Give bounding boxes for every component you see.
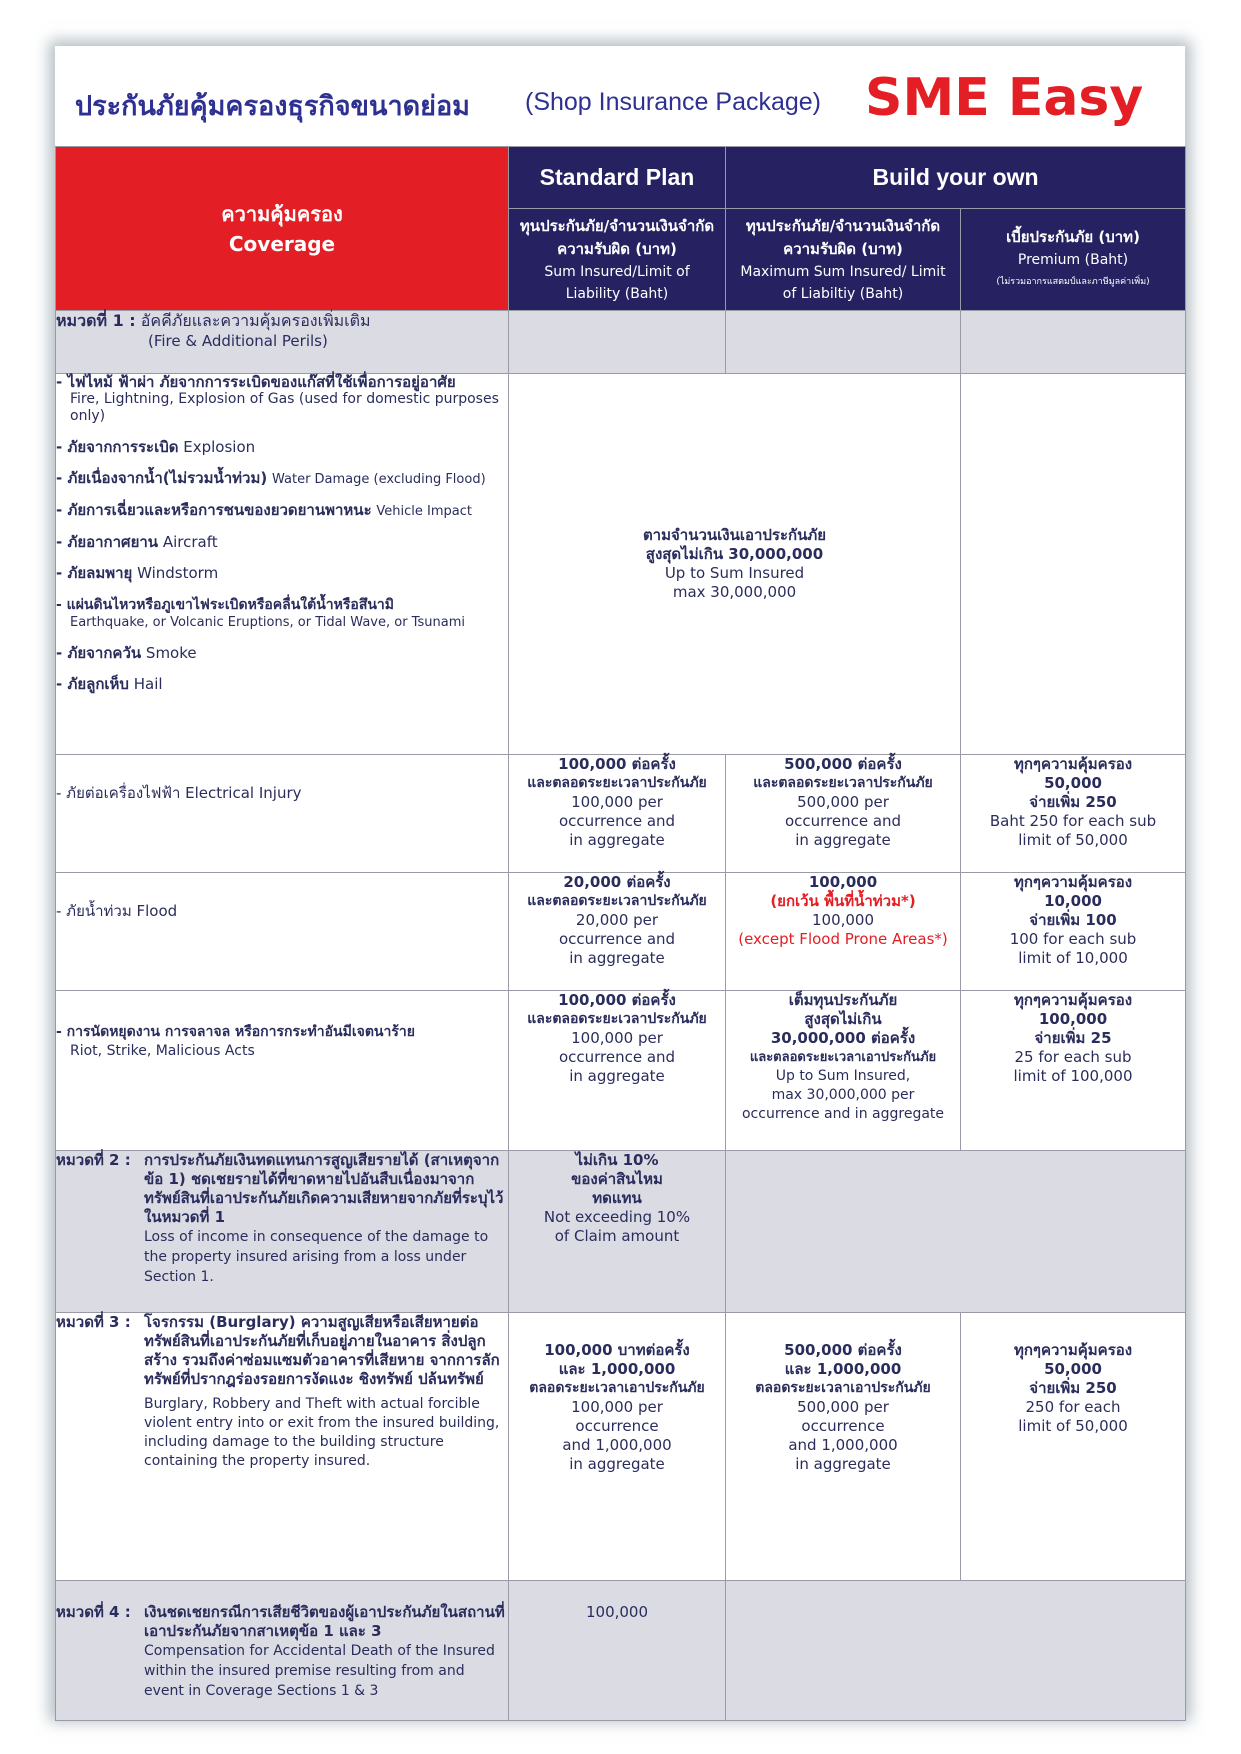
section-3-byo-3: ตลอดระยะเวลาเอาประกันภัย <box>755 1380 931 1396</box>
riot-byo-4: และตลอดระยะเวลาเอาประกันภัย <box>749 1050 937 1065</box>
section-2-std-4: Not exceeding 10% <box>543 1208 691 1226</box>
peril-explosion <box>56 439 508 456</box>
flood-prem-4: 100 for each sub <box>1009 930 1137 948</box>
section-3-std-4: 100,000 per <box>571 1398 663 1416</box>
section-1-title-th: อัคคีภัยและความคุ้มครองเพิ่มเติม <box>140 311 371 330</box>
flood-label: - ภัยน้ำท่วม Flood <box>56 902 178 920</box>
riot-byo-5: Up to Sum Insured, <box>775 1068 911 1084</box>
electrical-prem-5: limit of 50,000 <box>1018 831 1128 849</box>
section-2-empty <box>726 1151 1186 1313</box>
peril-fire <box>56 374 508 425</box>
riot-byo-2: สูงสุดไม่เกิน <box>804 1010 882 1028</box>
col3-th: เบี้ยประกันภัย (บาท) <box>1006 228 1140 246</box>
riot-label-th: - การนัดหยุดงาน การจลาจล หรือการกระทำอันมีเจตนาร้าย <box>56 1024 415 1040</box>
peril-water-th: - ภัยเนื่องจากน้ำ(ไม่รวมน้ำท่วม) <box>56 469 268 487</box>
flood-byo-1: 100,000 <box>808 873 878 891</box>
section-3-title-en: Burglary, Robbery and Theft with actual forcible violent entry into or exit from the insured building, including damage to the building structure containing the property insured. <box>144 1396 500 1469</box>
riot-byo-7: occurrence and in aggregate <box>741 1106 945 1122</box>
peril-earthquake-en: Earthquake, or Volcanic Eruptions, or Tidal Wave, or Tsunami <box>70 615 465 630</box>
electrical-std-2: และตลอดระยะเวลาประกันภัย <box>527 775 707 791</box>
section-1-empty-2 <box>726 311 961 374</box>
electrical-byo-3: 500,000 per <box>797 793 889 811</box>
riot-std-5: in aggregate <box>569 1067 665 1085</box>
coverage-header-cell <box>56 147 509 311</box>
section-4-title-en: Compensation for Accidental Death of the Insured within the insured premise resulting from and event in Coverage Sections 1 & 3 <box>144 1643 495 1699</box>
col3-note: (ไม่รวมอากรแสตมป์และภาษีมูลค่าเพิ่ม) <box>996 277 1150 287</box>
section-2-title-en: Loss of income in consequence of the damage to the property insured arising from a loss under Section 1. <box>144 1229 489 1285</box>
riot-std-4: occurrence and <box>558 1048 676 1066</box>
section-4-std-value: 100,000 <box>585 1603 649 1621</box>
perils-sum-th2: สูงสุดไม่เกิน 30,000,000 <box>645 545 824 563</box>
section-3-std-6: and 1,000,000 <box>562 1436 672 1454</box>
section-1-empty-3 <box>961 311 1186 374</box>
riot-build-own <box>726 991 961 1151</box>
riot-label-en: Riot, Strike, Malicious Acts <box>70 1043 255 1059</box>
section-3-body <box>144 1313 508 1471</box>
section-1-label: หมวดที่ 1 : <box>56 311 136 330</box>
riot-label-cell <box>56 991 509 1151</box>
riot-standard <box>509 991 726 1151</box>
section-1-title <box>56 311 509 374</box>
section-3-title-th: โจรกรรม (Burglary) ความสูญเสียหรือเสียหายต่อทรัพย์สินที่เอาประกันภัยที่เก็บอยู่ภายในอาคาร สิ่งปลูกสร้าง รวมถึงค่าซ่อมแซมตัวอาคารที่เสียหาย จากการลักทรัพย์ที่ปรากฎร่องรอยการงัดแงะ ชิงทรัพย์ ปล้นทรัพย์ <box>144 1313 500 1388</box>
electrical-std-1: 100,000 ต่อครั้ง <box>558 755 676 773</box>
section-1-title-en: (Fire & Additional Perils) <box>148 332 328 350</box>
flood-byo-2: (ยกเว้น พื้นที่น้ำท่วม*) <box>770 892 916 910</box>
section-2-label: หมวดที่ 2 : <box>56 1151 131 1169</box>
riot-std-2: และตลอดระยะเวลาประกันภัย <box>527 1011 707 1027</box>
section-3-prem-4: 250 for each <box>1025 1398 1121 1416</box>
flood-byo-4: (except Flood Prone Areas*) <box>738 930 948 948</box>
section-3-byo-7: in aggregate <box>795 1455 891 1473</box>
section-3-byo-2: และ 1,000,000 <box>784 1360 902 1378</box>
section-2-title <box>56 1151 509 1313</box>
title-thai: ประกันภัยคุ้มครองธุรกิจขนาดย่อม <box>75 91 470 122</box>
electrical-prem-1: ทุกๆความคุ้มครอง <box>1013 755 1133 773</box>
electrical-std-3: 100,000 per <box>571 793 663 811</box>
section-3-std-2: และ 1,000,000 <box>558 1360 676 1378</box>
section-3-byo-5: occurrence <box>801 1417 885 1435</box>
perils-list <box>56 374 509 755</box>
page-header <box>55 46 1185 146</box>
section-3-prem-3: จ่ายเพิ่ม 250 <box>1029 1379 1117 1397</box>
electrical-prem-3: จ่ายเพิ่ม 250 <box>1029 793 1117 811</box>
perils-sum-insured <box>509 374 961 755</box>
section-4-label: หมวดที่ 4 : <box>56 1603 131 1621</box>
page-frame <box>55 46 1185 1716</box>
section-2-standard <box>509 1151 726 1313</box>
section-3-std-7: in aggregate <box>569 1455 665 1473</box>
electrical-prem-2: 50,000 <box>1044 774 1102 792</box>
peril-windstorm-en: Windstorm <box>137 564 219 582</box>
peril-vehicle-th: - ภัยการเฉี่ยวและหรือการชนของยวดยานพาหนะ <box>56 501 372 519</box>
perils-sum-en2: max 30,000,000 <box>672 583 797 601</box>
section-2-std-3: ทดแทน <box>592 1189 642 1207</box>
standard-plan-header: Standard Plan <box>509 147 726 209</box>
riot-prem-4: 25 for each sub <box>1014 1048 1132 1066</box>
peril-aircraft-en: Aircraft <box>162 533 218 551</box>
col-premium-header <box>961 209 1186 311</box>
section-2-wrap <box>56 1151 508 1287</box>
flood-prem-5: limit of 10,000 <box>1018 949 1128 967</box>
riot-prem-3: จ่ายเพิ่ม 25 <box>1034 1029 1112 1047</box>
flood-premium <box>961 873 1186 991</box>
flood-std-2: และตลอดระยะเวลาประกันภัย <box>527 893 707 909</box>
section-4-empty <box>726 1581 1186 1721</box>
peril-earthquake <box>56 596 508 631</box>
section-4-standard <box>509 1581 726 1721</box>
flood-prem-2: 10,000 <box>1044 892 1102 910</box>
riot-premium <box>961 991 1186 1151</box>
section-4-body <box>144 1603 508 1701</box>
peril-earthquake-th: - แผ่นดินไหวหรือภูเขาไฟระเบิดหรือคลื่นใต้น้ำหรือสึนามิ <box>56 597 395 613</box>
riot-prem-2: 100,000 <box>1038 1010 1108 1028</box>
perils-premium-empty <box>961 374 1186 755</box>
peril-aircraft-th: - ภัยอากาศยาน <box>56 533 159 551</box>
peril-hail <box>56 676 508 693</box>
peril-fire-en: Fire, Lightning, Explosion of Gas (used for domestic purposes only) <box>70 391 499 424</box>
section-3-prem-2: 50,000 <box>1044 1360 1102 1378</box>
col1-en: Sum Insured/Limit of Liability (Baht) <box>544 263 690 302</box>
electrical-premium <box>961 755 1186 873</box>
brand-logo-text: SME Easy <box>865 68 1144 128</box>
peril-smoke <box>56 645 508 662</box>
section-4-wrap <box>56 1603 508 1701</box>
riot-byo-1: เต็มทุนประกันภัย <box>788 991 898 1009</box>
flood-std-1: 20,000 ต่อครั้ง <box>563 873 671 891</box>
section-2-std-5: of Claim amount <box>554 1227 680 1245</box>
peril-smoke-en: Smoke <box>145 644 197 662</box>
electrical-std-5: in aggregate <box>569 831 665 849</box>
section-3-label: หมวดที่ 3 : <box>56 1313 131 1331</box>
electrical-standard <box>509 755 726 873</box>
electrical-prem-4: Baht 250 for each sub <box>989 812 1157 830</box>
peril-water-en: Water Damage (excluding Flood) <box>271 472 486 487</box>
section-2-std-2: ของค่าสินไหม <box>571 1170 663 1188</box>
section-3-byo-6: and 1,000,000 <box>788 1436 898 1454</box>
peril-hail-th: - ภัยลูกเห็บ <box>56 675 129 693</box>
section-4-title-th: เงินชดเชยกรณีการเสียชีวิตของผู้เอาประกันภัยในสถานที่เอาประกันภัยจากสาเหตุข้อ 1 และ 3 <box>144 1603 505 1640</box>
perils-sum-th1: ตามจำนวนเงินเอาประกันภัย <box>642 526 827 544</box>
section-3-byo-1: 500,000 ต่อครั้ง <box>784 1341 902 1359</box>
riot-prem-5: limit of 100,000 <box>1013 1067 1133 1085</box>
electrical-byo-1: 500,000 ต่อครั้ง <box>784 755 902 773</box>
col-max-sum-header <box>726 209 961 311</box>
peril-fire-th: - ไฟไหม้ ฟ้าผ่า ภัยจากการระเบิดของแก๊สที่ใช้เพื่อการอยู่อาศัย <box>56 373 456 391</box>
peril-vehicle <box>56 502 508 520</box>
peril-vehicle-en: Vehicle Impact <box>376 504 472 519</box>
section-3-prem-5: limit of 50,000 <box>1018 1417 1128 1435</box>
col2-th: ทุนประกันภัย/จำนวนเงินจำกัดความรับผิด (บาท) <box>745 216 941 258</box>
flood-prem-1: ทุกๆความคุ้มครอง <box>1013 873 1133 891</box>
flood-byo-3: 100,000 <box>811 911 875 929</box>
section-2-title-th: การประกันภัยเงินทดแทนการสูญเสียรายได้ (สาเหตุจากข้อ 1) ชดเชยรายได้ที่ขาดหายไปอันสืบเนื่องมาจากทรัพย์สินที่เอาประกันภัยเกิดความเสียหายจากภัยที่ระบุไว้ในหมวดที่ 1 <box>144 1151 504 1226</box>
peril-aircraft <box>56 534 508 551</box>
section-4-title <box>56 1581 509 1721</box>
peril-explosion-th: - ภัยจากการระเบิด <box>56 438 179 456</box>
riot-byo-3: 30,000,000 ต่อครั้ง <box>770 1029 916 1047</box>
title-english: (Shop Insurance Package) <box>525 88 822 116</box>
riot-std-1: 100,000 ต่อครั้ง <box>558 991 676 1009</box>
peril-windstorm-th: - ภัยลมพายุ <box>56 564 133 582</box>
electrical-std-4: occurrence and <box>558 812 676 830</box>
electrical-build-own <box>726 755 961 873</box>
electrical-byo-4: occurrence and <box>784 812 902 830</box>
section-3-wrap <box>56 1313 508 1471</box>
flood-prem-3: จ่ายเพิ่ม 100 <box>1029 911 1117 929</box>
riot-byo-6: max 30,000,000 per <box>771 1087 915 1103</box>
flood-std-3: 20,000 per <box>575 911 659 929</box>
electrical-label-cell <box>56 755 509 873</box>
section-3-title <box>56 1313 509 1581</box>
section-3-byo-4: 500,000 per <box>797 1398 889 1416</box>
col3-en: Premium (Baht) <box>1017 252 1129 268</box>
flood-standard <box>509 873 726 991</box>
coverage-th: ความคุ้มครอง <box>221 201 343 226</box>
riot-prem-1: ทุกๆความคุ้มครอง <box>1013 991 1133 1009</box>
perils-sum-en1: Up to Sum Insured <box>664 564 805 582</box>
col-sum-insured-header <box>509 209 726 311</box>
flood-std-5: in aggregate <box>569 949 665 967</box>
electrical-byo-5: in aggregate <box>795 831 891 849</box>
flood-std-4: occurrence and <box>558 930 676 948</box>
peril-explosion-en: Explosion <box>183 438 256 456</box>
peril-hail-en: Hail <box>133 675 163 693</box>
coverage-en: Coverage <box>228 231 336 256</box>
section-3-prem-1: ทุกๆความคุ้มครอง <box>1013 1341 1133 1359</box>
flood-build-own <box>726 873 961 991</box>
section-3-standard <box>509 1313 726 1581</box>
section-3-std-3: ตลอดระยะเวลาเอาประกันภัย <box>529 1380 705 1396</box>
section-3-build-own <box>726 1313 961 1581</box>
section-3-premium <box>961 1313 1186 1581</box>
section-1-empty-1 <box>509 311 726 374</box>
electrical-byo-2: และตลอดระยะเวลาประกันภัย <box>753 775 933 791</box>
col1-th: ทุนประกันภัย/จำนวนเงินจำกัดความรับผิด (บาท) <box>519 216 715 258</box>
section-2-std-1: ไม่เกิน 10% <box>575 1151 659 1169</box>
peril-windstorm <box>56 565 508 582</box>
riot-std-3: 100,000 per <box>571 1029 663 1047</box>
peril-water <box>56 470 508 488</box>
col2-en: Maximum Sum Insured/ Limit of Liabiltiy (Baht) <box>740 263 946 302</box>
coverage-table <box>55 146 1186 1721</box>
flood-label-cell <box>56 873 509 991</box>
build-your-own-header: Build your own <box>726 147 1186 209</box>
section-2-body <box>144 1151 508 1287</box>
section-3-std-5: occurrence <box>575 1417 659 1435</box>
peril-smoke-th: - ภัยจากควัน <box>56 644 142 662</box>
electrical-label: - ภัยต่อเครื่องไฟฟ้า Electrical Injury <box>56 784 302 802</box>
section-3-std-1: 100,000 บาทต่อครั้ง <box>544 1341 690 1359</box>
